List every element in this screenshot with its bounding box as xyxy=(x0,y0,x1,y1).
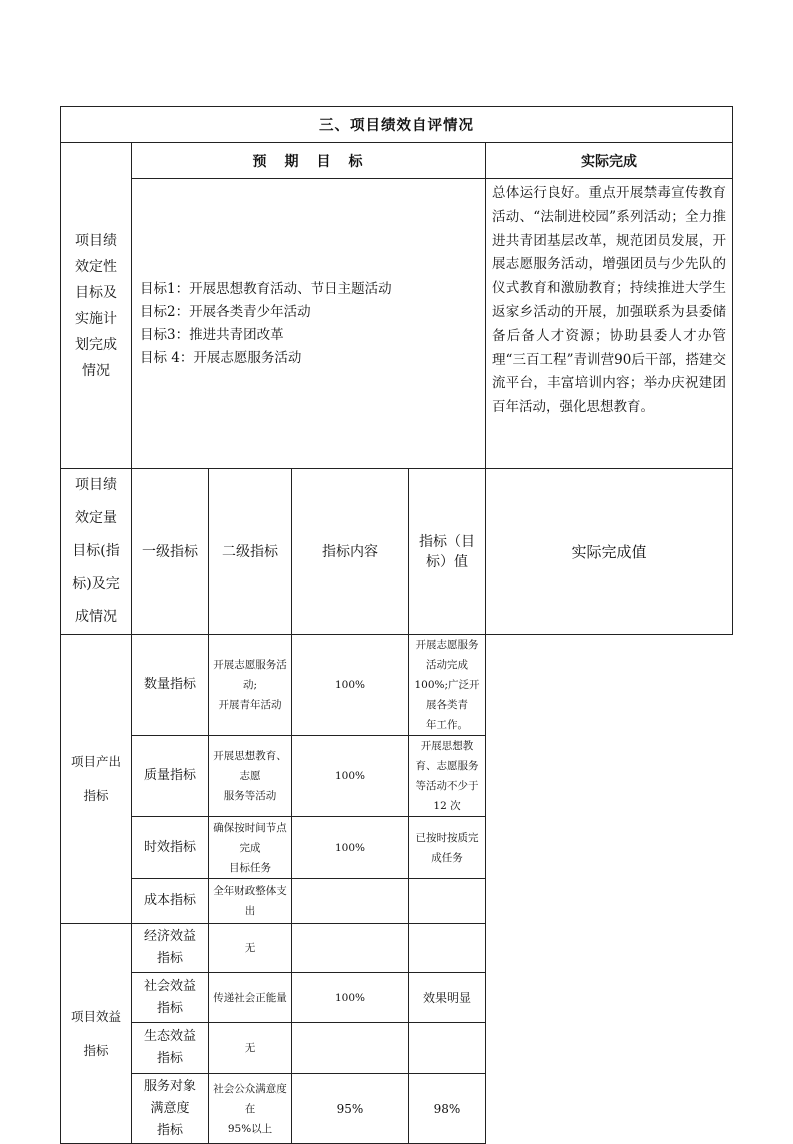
label-line: 成情况 xyxy=(75,609,117,625)
label-line: 传递社会正能量 xyxy=(213,991,287,1004)
label-line: 指标 xyxy=(156,1122,183,1138)
level2-indicator xyxy=(132,817,209,879)
label-line: 项目绩 xyxy=(75,232,117,249)
actual-value xyxy=(409,924,486,973)
label-line: 服务等活动 xyxy=(223,790,277,802)
label-line: 95%以上 xyxy=(227,1122,273,1135)
goal-item: 目标2：开展各类青少年活动 xyxy=(140,303,311,320)
goal-item: 目标 4：开展志愿服务活动 xyxy=(140,349,302,366)
label-line: 开展青年活动 xyxy=(218,699,282,711)
label-line: 全年财政整体支出 xyxy=(213,885,287,917)
actual-value xyxy=(409,736,486,817)
indicator-row xyxy=(61,924,733,973)
content-header: 指标内容 xyxy=(292,469,409,635)
label-line: 社会效益 xyxy=(143,978,196,994)
label-line: 效果明显 xyxy=(422,990,471,1005)
expected-goals-header: 预 期 目 标 xyxy=(132,143,486,179)
indicator-content xyxy=(209,817,292,879)
goals-list xyxy=(132,179,486,469)
label-line: 指标 xyxy=(83,1042,109,1058)
label-line: 开展志愿服务活动; xyxy=(213,659,287,691)
actual-value xyxy=(409,879,486,924)
actual-value xyxy=(409,1074,486,1144)
actual-completion-text: 总体运行良好。重点开展禁毒宣传教育活动、“法制进校园”系列活动；全力推进共青团基层改革，规范团员发展，开展志愿服务活动，增强团员与少先队的仪式教育和激励教育；持续推进大学生返家乡活动的开展，加强联系为县委储备后备人才资源；协助县委人才办管理“三百工程”青训营90后干部，搭建交流平台，丰富培训内容；举办庆祝建团百年活动，强化思想教育。 xyxy=(486,179,733,469)
level2-indicator xyxy=(132,635,209,736)
level2-header: 二级指标 xyxy=(209,469,292,635)
indicator-content xyxy=(209,1074,292,1144)
label-line: 开展志愿服务活动完成 100%;广泛开展各类青 xyxy=(414,639,480,711)
target-value: 100% xyxy=(292,817,409,879)
actual-value xyxy=(409,635,486,736)
actual-value xyxy=(409,1023,486,1074)
indicator-content xyxy=(209,924,292,973)
target-header-line: 标）值 xyxy=(426,553,468,570)
label-line: 划完成 xyxy=(75,336,117,353)
actual-value xyxy=(409,817,486,879)
label-line: 指标 xyxy=(156,1000,183,1016)
label-line: 效定量 xyxy=(75,510,117,526)
target-value: 100% xyxy=(292,973,409,1023)
label-line: 目标(指 xyxy=(72,543,120,559)
label-line: 开展思想教育、志愿 xyxy=(213,750,287,782)
label-line: 经济效益 xyxy=(143,929,196,944)
label-line: 社会公众满意度在 xyxy=(213,1082,287,1115)
label-line: 实施计 xyxy=(75,310,117,327)
label-line: 服务对象 xyxy=(143,1078,196,1094)
level1-category xyxy=(61,924,132,1144)
label-line: 成本指标 xyxy=(143,893,196,908)
label-line: 目标及 xyxy=(75,284,117,301)
actual-value xyxy=(409,973,486,1023)
indicator-row xyxy=(61,817,733,879)
performance-table xyxy=(60,106,733,1144)
level2-indicator xyxy=(132,736,209,817)
actual-completion-header: 实际完成 xyxy=(486,143,733,179)
label-line: 开展思想教育、志愿服务等活动不少于 12 次 xyxy=(415,740,479,812)
level1-category xyxy=(61,635,132,924)
actual-value-header: 实际完成值 xyxy=(486,469,733,635)
label-line: 生态效益 xyxy=(143,1029,196,1044)
level2-indicator xyxy=(132,973,209,1023)
label-line: 项目产出 xyxy=(70,754,121,769)
label-line: 质量指标 xyxy=(143,768,196,783)
label-line: 效定性 xyxy=(75,258,117,275)
label-line: 指标 xyxy=(156,951,183,966)
level1-header: 一级指标 xyxy=(132,469,209,635)
label-line: 已按时按质完成任务 xyxy=(415,831,479,864)
label-line: 指标 xyxy=(156,1051,183,1066)
target-value xyxy=(292,1023,409,1074)
indicator-row xyxy=(61,635,733,736)
target-value: 100% xyxy=(292,736,409,817)
label-line: 98% xyxy=(433,1101,461,1116)
label-line: 数量指标 xyxy=(143,677,196,692)
indicator-row xyxy=(61,1023,733,1074)
indicator-row xyxy=(61,879,733,924)
target-value: 95% xyxy=(292,1074,409,1144)
target-value: 100% xyxy=(292,635,409,736)
label-line: 情况 xyxy=(82,362,110,379)
label-line: 满意度 xyxy=(150,1100,190,1116)
indicator-content xyxy=(209,879,292,924)
label-line: 目标任务 xyxy=(229,861,271,874)
qualitative-section-label xyxy=(61,143,132,469)
indicator-content xyxy=(209,1023,292,1074)
target-value xyxy=(292,924,409,973)
goal-item: 目标3：推进共青团改革 xyxy=(140,326,284,343)
level2-indicator xyxy=(132,924,209,973)
label-line: 时效指标 xyxy=(143,839,196,855)
quantitative-section-label xyxy=(61,469,132,635)
table-title: 三、项目绩效自评情况 xyxy=(61,107,733,143)
target-header xyxy=(409,469,486,635)
indicator-content xyxy=(209,635,292,736)
label-line: 无 xyxy=(244,942,256,954)
target-header-line: 指标（目 xyxy=(419,533,475,550)
indicator-row xyxy=(61,1074,733,1144)
level2-indicator xyxy=(132,1023,209,1074)
level2-indicator xyxy=(132,1074,209,1144)
indicator-row xyxy=(61,736,733,817)
indicator-content xyxy=(209,973,292,1023)
indicator-row xyxy=(61,973,733,1023)
label-line: 标)及完 xyxy=(72,576,120,592)
goal-item: 目标1：开展思想教育活动、节日主题活动 xyxy=(140,280,392,297)
label-line: 指标 xyxy=(83,788,109,803)
level2-indicator xyxy=(132,879,209,924)
target-value xyxy=(292,879,409,924)
label-line: 项目绩 xyxy=(75,477,117,493)
label-line: 无 xyxy=(244,1042,256,1054)
label-line: 年工作。 xyxy=(426,719,468,731)
label-line: 确保按时间节点完成 xyxy=(213,821,287,854)
indicator-content xyxy=(209,736,292,817)
label-line: 项目效益 xyxy=(70,1008,121,1024)
